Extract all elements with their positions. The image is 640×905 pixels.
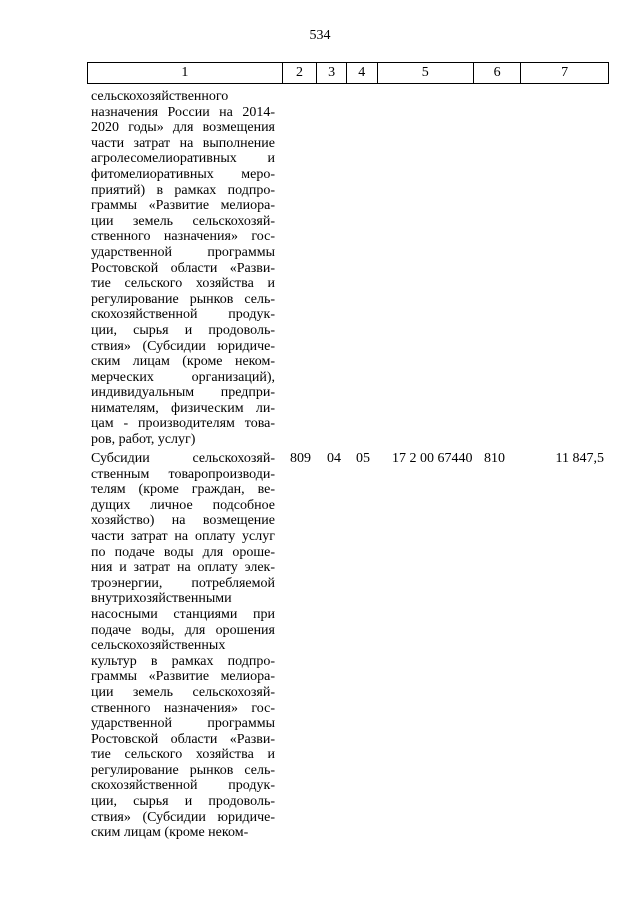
row-2-text-line: Ростовской области «Разви-: [91, 731, 275, 747]
column-header-1: 1: [88, 63, 283, 84]
row-2-text-line: ния и затрат на оплату элек-: [91, 560, 275, 576]
row-1-text-line: 2020 годы» для возмещения: [91, 120, 275, 136]
row-1-text-line: регулирование рынков сель-: [91, 291, 275, 307]
row-2-text-line: подаче воды, для орошения: [91, 622, 275, 638]
row-2-code: 809: [290, 451, 311, 466]
row-1-text-line: индивидуальным предпри-: [91, 385, 275, 401]
row-1-text-line: тие сельского хозяйства и: [91, 276, 275, 292]
column-header-4: 4: [346, 63, 377, 84]
row-1-text-line: ственного назначения» гос-: [91, 229, 275, 245]
row-1-text-line: цам - производителям това-: [91, 416, 275, 432]
row-2-text-line: скохозяйственной продук-: [91, 778, 275, 794]
row-2-text-line: ственным товаропроизводи-: [91, 466, 275, 482]
row-2-text-line: части затрат на оплату услуг: [91, 528, 275, 544]
row-2-expense-type: 810: [484, 451, 505, 466]
row-2-target-article: 17 2 00 67440: [392, 451, 473, 466]
row-2-text-line: Субсидии сельскохозяй-: [91, 451, 275, 466]
row-2-text-line: ствия» (Субсидии юридиче-: [91, 809, 275, 825]
column-header-5: 5: [377, 63, 473, 84]
row-2-section: 04: [327, 451, 341, 466]
row-1-text-line: части затрат на выполнение: [91, 135, 275, 151]
row-1-text-line: Ростовской области «Разви-: [91, 260, 275, 276]
row-2-text-line: ственного назначения» гос-: [91, 700, 275, 716]
table-header: [87, 62, 609, 84]
column-header-3: 3: [317, 63, 347, 84]
row-1-text-line: ствия» (Субсидии юридиче-: [91, 338, 275, 354]
row-1-text-line: сельскохозяйственного: [91, 89, 229, 104]
row-2-text-line: хозяйство) на возмещение: [91, 513, 275, 529]
row-2-text-line: троэнергии, потребляемой: [91, 575, 275, 591]
row-1-text-line: нимателям, физическим ли-: [91, 400, 275, 416]
row-1-text-line: скохозяйственной продук-: [91, 307, 275, 323]
row-1-text-line: назначения России на 2014-: [91, 104, 275, 120]
row-2-text-line: насосными станциями при: [91, 606, 275, 622]
row-2-text-line: граммы «Развитие мелиора-: [91, 669, 275, 685]
row-1-description: [91, 89, 275, 448]
row-1-text-line: ров, работ, услуг): [91, 432, 196, 448]
row-1-text-line: ции, сырья и продоволь-: [91, 322, 275, 338]
row-1-text-line: ции земель сельскохозяй-: [91, 213, 275, 229]
row-2-subsection: 05: [356, 451, 370, 466]
column-header-2: 2: [282, 63, 317, 84]
row-2-text-line: ским лицам (кроме неком-: [91, 825, 249, 841]
row-1-text-line: мерческих организаций),: [91, 369, 275, 385]
row-2-text-line: по подаче воды для ороше-: [91, 544, 275, 560]
row-2-text-line: внутрихозяйственными: [91, 591, 232, 607]
row-1-text-line: приятий) в рамках подпро-: [91, 182, 275, 198]
row-2-text-line: сельскохозяйственных: [91, 638, 226, 654]
row-1-text-line: граммы «Развитие мелиора-: [91, 198, 275, 214]
row-2-text-line: телям (кроме граждан, ве-: [91, 482, 275, 498]
row-2-text-line: дущих личное подсобное: [91, 497, 275, 513]
row-2-amount: 11 847,5: [555, 451, 604, 466]
row-2-text-line: ции, сырья и продоволь-: [91, 794, 275, 810]
column-header-6: 6: [474, 63, 521, 84]
row-1-text-line: ударственной программы: [91, 244, 275, 260]
row-1-text-line: агролесомелиоративных и: [91, 151, 275, 167]
row-2-text-line: культур в рамках подпро-: [91, 653, 275, 669]
row-1-text-line: ским лицам (кроме неком-: [91, 354, 275, 370]
row-2-description: [91, 451, 275, 841]
row-2-text-line: регулирование рынков сель-: [91, 762, 275, 778]
row-1-text-line: фитомелиоративных меро-: [91, 166, 275, 182]
column-header-7: 7: [521, 63, 609, 84]
row-2-text-line: тие сельского хозяйства и: [91, 747, 275, 763]
row-2-text-line: ударственной программы: [91, 716, 275, 732]
page-number: 534: [309, 28, 331, 43]
row-2-text-line: ции земель сельскохозяй-: [91, 684, 275, 700]
